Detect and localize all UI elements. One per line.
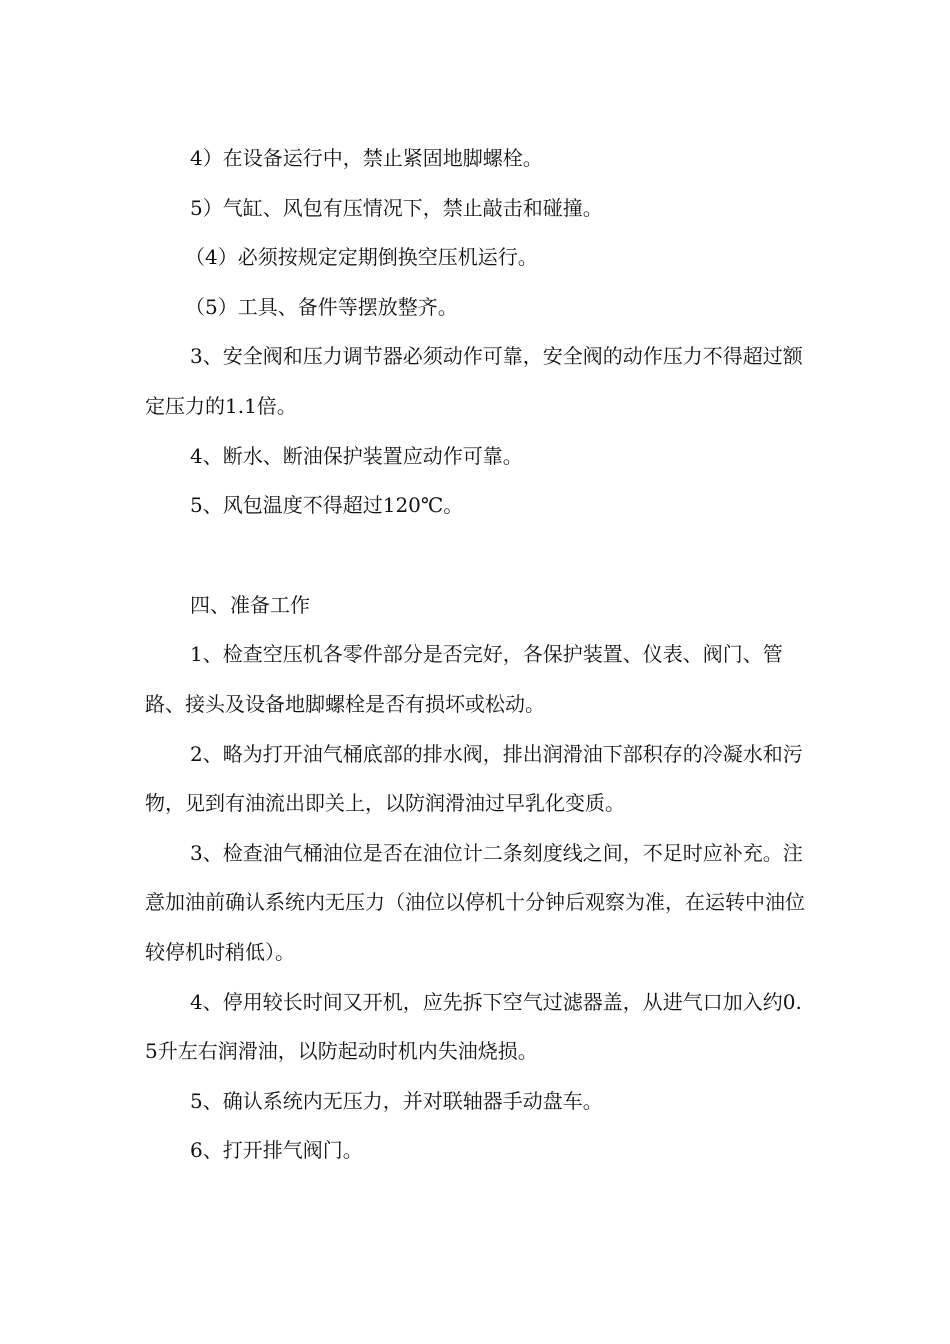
paragraph-water-oil-protection: 4、断水、断油保护装置应动作可靠。 [190, 443, 523, 468]
paragraph-rule-4-rotation: （4）必须按规定定期倒换空压机运行。 [185, 245, 538, 270]
paragraph-rule-5-no-striking: 5）气缸、风包有压情况下，禁止敲击和碰撞。 [190, 195, 603, 220]
paragraph-prep-5-manual-rotation: 5、确认系统内无压力，并对联轴器手动盘车。 [190, 1088, 603, 1113]
paragraph-prep-3-oil-level: 3、检查油气桶油位是否在油位计二条刻度线之间，不足时应补充。注意加油前确认系统内无压力（油位以停机十分钟后观察为准，在运转中油位较停机时稍低）。 [145, 840, 805, 964]
paragraph-air-tank-temperature: 5、风包温度不得超过120℃。 [190, 493, 464, 518]
section-title: 四、准备工作 [190, 592, 310, 617]
paragraph-prep-4-restart-oil: 4、停用较长时间又开机，应先拆下空气过滤器盖，从进气口加入约0.5升左右润滑油，以防起动时机内失油烧损。 [145, 989, 802, 1064]
paragraph-prep-2-drain: 2、略为打开油气桶底部的排水阀，排出润滑油下部积存的冷凝水和污物，见到有油流出即关上，以防润滑油过早乳化变质。 [145, 741, 803, 816]
paragraph-rule-5-tools: （5）工具、备件等摆放整齐。 [185, 294, 458, 319]
paragraph-prep-6-open-valve: 6、打开排气阀门。 [190, 1138, 363, 1163]
paragraph-safety-valve: 3、安全阀和压力调节器必须动作可靠，安全阀的动作压力不得超过额定压力的1.1倍。 [145, 344, 803, 418]
paragraph-rule-4-no-tightening: 4）在设备运行中，禁止紧固地脚螺栓。 [190, 146, 543, 170]
paragraph-prep-1-inspection: 1、检查空压机各零件部分是否完好，各保护装置、仪表、阀门、管路、接头及设备地脚螺栓是否有损坏或松动。 [145, 642, 783, 716]
section-spacer [145, 531, 810, 581]
